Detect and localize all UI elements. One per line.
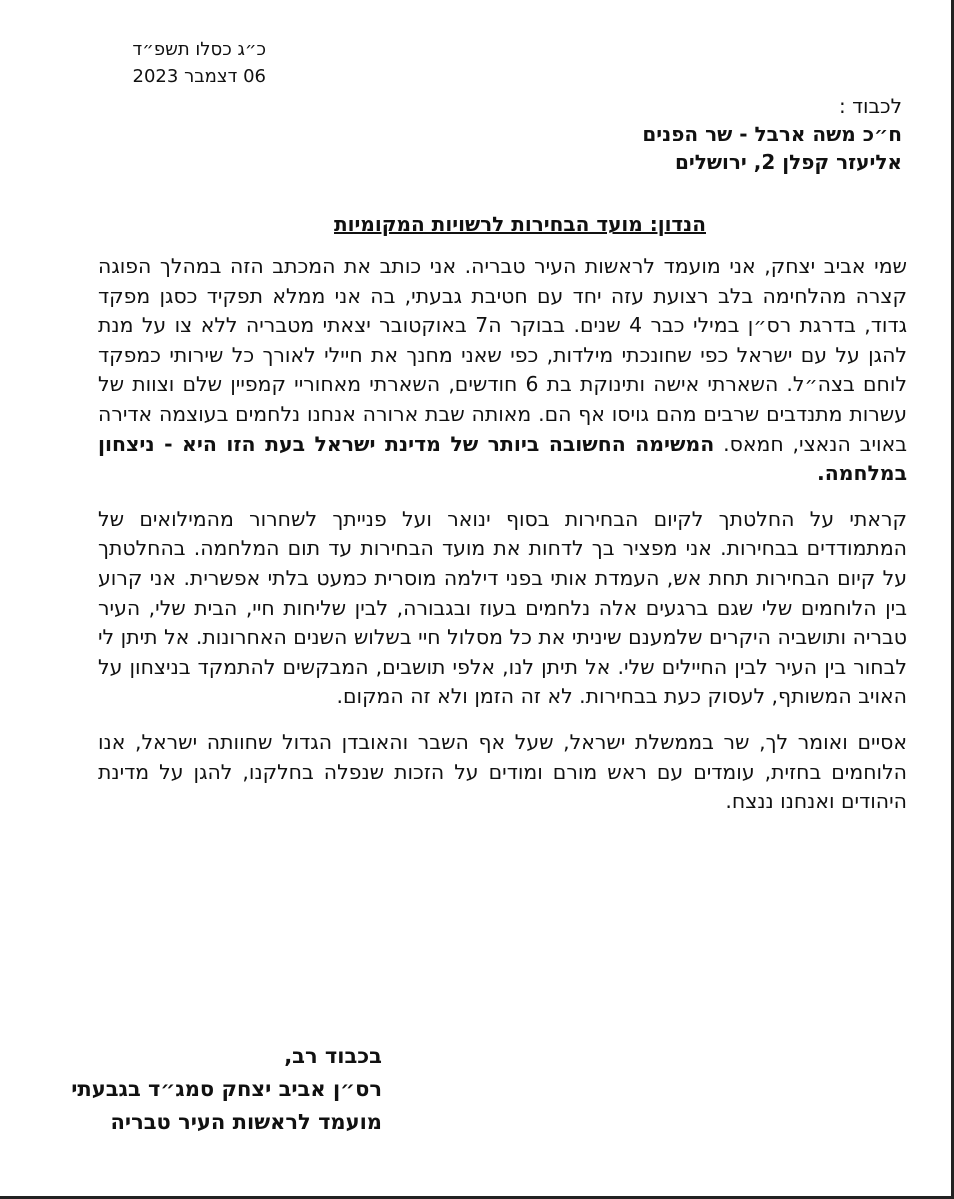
closing: בכבוד רב, xyxy=(284,1044,382,1068)
subject-line: הנדון: מועד הבחירות לרשויות המקומיות xyxy=(334,212,706,236)
recipient-block xyxy=(402,92,902,176)
signature-block xyxy=(22,1040,382,1139)
date-block xyxy=(96,36,266,90)
recipient-name: ח״כ משה ארבל - שר הפנים xyxy=(642,122,902,146)
paragraph-1-text: שמי אביב יצחק, אני מועמד לראשות העיר טבריה. אני כותב את המכתב הזה במהלך הפוגה קצרה מהלחימה בלב רצועת עזה יחד עם חטיבת גבעתי, בה אני ממלא תפקיד כסגן מפקד גדוד, בדרגת רס״ן במילי כבר 4 שנים. בבוקר ה7 באוקטובר יצאתי מטבריה ללא צו על מנת להגן על עם ישראל כפי שחונכתי מילדות, כפי שאני מחנך את חיילי לאורך כל שירותי כמפקד לוחם בצה״ל. השארתי אישה ותינוקת בת 6 חודשים, השארתי מאחוריי קמפיין שלם וצוות של עשרות מתנדבים שרבים מהם גויסו אף הם. מאותה שבת ארורה אנחנו נלחמים בעוצמה אדירה באויב הנאצי, חמאס. xyxy=(98,254,908,456)
gregorian-date: 06 דצמבר 2023 xyxy=(132,66,266,87)
recipient-address: אליעזר קפלן 2, ירושלים xyxy=(674,150,902,174)
hebrew-date: כ״ג כסלו תשפ״ד xyxy=(132,39,266,60)
paragraph-3: אסיים ואומר לך, שר בממשלת ישראל, שעל אף השבר והאובדן הגדול שחוותה ישראל, אנו הלוחמים בחזית, עומדים עם ראש מורם ומודים על הזכות שנפלה בחלקנו, להגן על מדינת היהודים ואנחנו ננצח. xyxy=(98,729,907,814)
paragraph-1-emphasis: המשימה החשובה ביותר של מדינת ישראל בעת הזו היא - ניצחון במלחמה. xyxy=(98,431,907,486)
paragraph-2: קראתי על החלטתך לקיום הבחירות בסוף ינואר ועל פנייתך לשחרור מהמילואים של המתמודדים בבחירות. אני מפציר בך לדחות את מועד הבחירות עד תום המלחמה. בהחלטתך על קיום הבחירות תחת אש, העמדת אותי בפני דילמה מוסרית כמעט בלתי אפשרית. אני קרוע בין הלוחמים שלי שגם ברגעים אלה נלחמים בעוז ובגבורה, לבין שליחות חיי, הבית שלי, העיר טבריה ותושביה היקרים שלמענם שיניתי את כל מסלול חיי בשלוש השנים האחרונות. אל תיתן לי לבחור בין העיר לבין החיילים שלי. אל תיתן לנו, אלפי תושבים, המבקשים להתמקד בניצחון על האויב המשותף, לעסוק כעת בבחירות. לא זה הזמן ולא זה המקום. xyxy=(98,506,907,709)
paragraph-1 xyxy=(98,252,907,489)
signer-name: רס״ן אביב יצחק סמג״ד בגבעתי xyxy=(71,1077,382,1101)
letter-body xyxy=(98,252,907,833)
salutation: לכבוד : xyxy=(839,94,902,118)
signer-title: מועמד לראשות העיר טבריה xyxy=(110,1110,382,1134)
